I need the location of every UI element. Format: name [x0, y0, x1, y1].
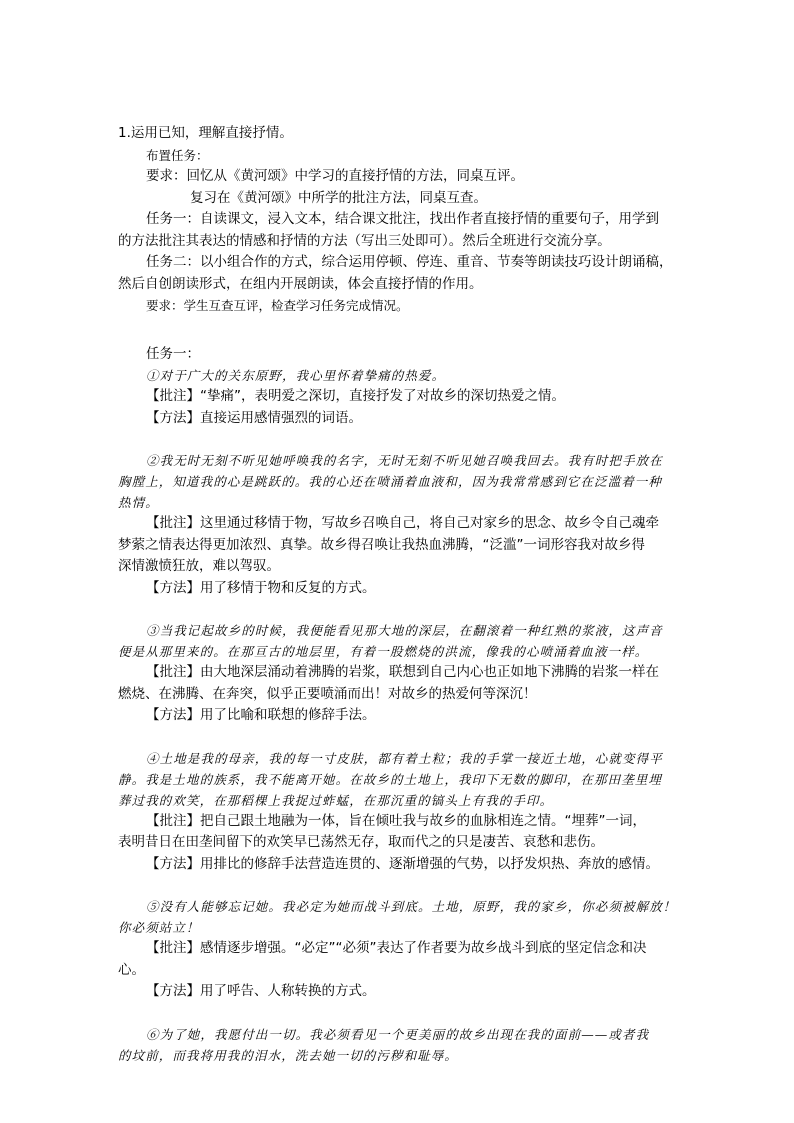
section-heading: 1.运用已知，理解直接抒情。: [118, 125, 293, 141]
quote-line: ②我无时无刻不听见她呼唤我的名字，无时无刻不听见她召唤我回去。我有时把手放在: [146, 453, 663, 468]
note-line: 【批注】这里通过移情于物，写故乡召唤自己，将自己对家乡的思念、故乡令自己魂牵: [146, 515, 659, 531]
annotation-item: [118, 620, 676, 727]
note-line: 深情激愤狂放，难以驾驭。: [118, 558, 280, 574]
note-line: 燃烧、在沸腾、在奔突，似乎正要喷涌而出！对故乡的热爱何等深沉！: [118, 685, 537, 702]
method-line: 【方法】用了比喻和联想的修辞手法。: [146, 707, 376, 723]
quote-line: 你必须站立！: [118, 920, 200, 935]
note-line: 心。: [118, 961, 145, 978]
task-two-line-2: 然后自创朗读形式，在组内开展朗读，体会直接抒情的作用。: [118, 275, 483, 292]
method-line: 【方法】用排比的修辞手法营造连贯的、逐渐增强的气势，以抒发炽热、奔放的感情。: [146, 855, 659, 872]
annotation-item: [118, 1024, 676, 1066]
method-line: 【方法】用了呼告、人称转换的方式。: [146, 983, 376, 999]
quote-line: 便是从那里来的。在那亘古的地层里，有着一股燃烧的洪流，像我的心喷涌着血液一样。: [118, 644, 649, 659]
task-one-line-1: 任务一：自读课文，浸入文本，结合课文批注，找出作者直接抒情的重要句子，用学到: [146, 211, 659, 227]
quote-line: 静。我是土地的族系，我不能离开她。在故乡的土地上，我印下无数的脚印，在那田垄里埋: [118, 771, 663, 787]
task-one-title: 任务一：: [146, 345, 200, 362]
quote-line: ⑤没有人能够忘记她。我必定为她而战斗到底。土地，原野，我的家乡，你必须被解放！: [146, 899, 677, 914]
assign-label: 布置任务：: [146, 147, 209, 163]
quote-line: 的坟前，而我将用我的泪水，洗去她一切的污秽和耻辱。: [118, 1047, 459, 1063]
annotation-item: [118, 450, 676, 599]
task-one-line-2: 的方法批注其表达的情感和抒情的方法（写出三处即可）。然后全班进行交流分享。: [118, 232, 611, 249]
method-line: 【方法】用了移情于物和反复的方式。: [146, 579, 376, 596]
requirement-2: 复习在《黄河颂》中所学的批注方法，同桌互查。: [190, 189, 487, 206]
quote-line: ①对于广大的关东原野，我心里怀着挚痛的热爱。: [146, 368, 446, 383]
quote-line: ⑥为了她，我愿付出一切。我必须看见一个更美丽的故乡出现在我的面前——或者我: [146, 1026, 650, 1042]
note-line: 【批注】感情逐步增强。“必定”“必须”表达了作者要为故乡战斗到底的坚定信念和决: [146, 940, 647, 956]
task-two-line-1: 任务二：以小组合作的方式，综合运用停顿、停连、重音、节奏等朗读技巧设计朗诵稿，: [146, 254, 673, 270]
note-line: 【批注】把自己跟土地融为一体，旨在倾吐我与故乡的血脉相连之情。“埋葬”一词，: [146, 812, 646, 829]
requirement-3: 要求：学生互查互评，检查学习任务完成情况。: [146, 298, 409, 313]
method-line: 【方法】直接运用感情强烈的词语。: [146, 409, 362, 426]
quote-line: ④土地是我的母亲，我的每一寸皮肤，都有着土粒；我的手掌一接近土地，心就变得平: [146, 750, 663, 766]
note-line: 【批注】由大地深层涌动着沸腾的岩浆，联想到自己内心也正如地下沸腾的岩浆一样在: [146, 664, 659, 680]
document-body: [118, 123, 676, 1066]
annotation-item: [118, 896, 676, 1003]
annotation-item: [118, 748, 676, 876]
note-line: 梦萦之情表达得更加浓烈、真挚。故乡得召唤让我热血沸腾，“泛滥”一词形容我对故乡得: [118, 536, 645, 553]
quote-line: 胸膛上，知道我的心是跳跃的。我的心还在喷涌着血液和，因为我常常感到它在泛滥着一种: [118, 474, 663, 489]
note-line: 【批注】“挚痛”，表明爱之深切，直接抒发了对故乡的深切热爱之情。: [146, 388, 565, 404]
note-line: 表明昔日在田垄间留下的欢笑早已荡然无存，取而代之的只是凄苦、哀愁和悲伤。: [118, 834, 604, 850]
quote-line: 热情。: [118, 495, 159, 510]
quote-line: 葬过我的欢笑，在那稻棵上我捉过蚱蜢，在那沉重的镐头上有我的手印。: [118, 792, 554, 808]
requirement-1: 要求：回忆从《黄河颂》中学习的直接抒情的方法，同桌互评。: [146, 168, 524, 184]
annotation-item: [118, 365, 676, 429]
quote-line: ③当我记起故乡的时候，我便能看见那大地的深层，在翻滚着一种红熟的浆液，这声音: [146, 623, 663, 638]
